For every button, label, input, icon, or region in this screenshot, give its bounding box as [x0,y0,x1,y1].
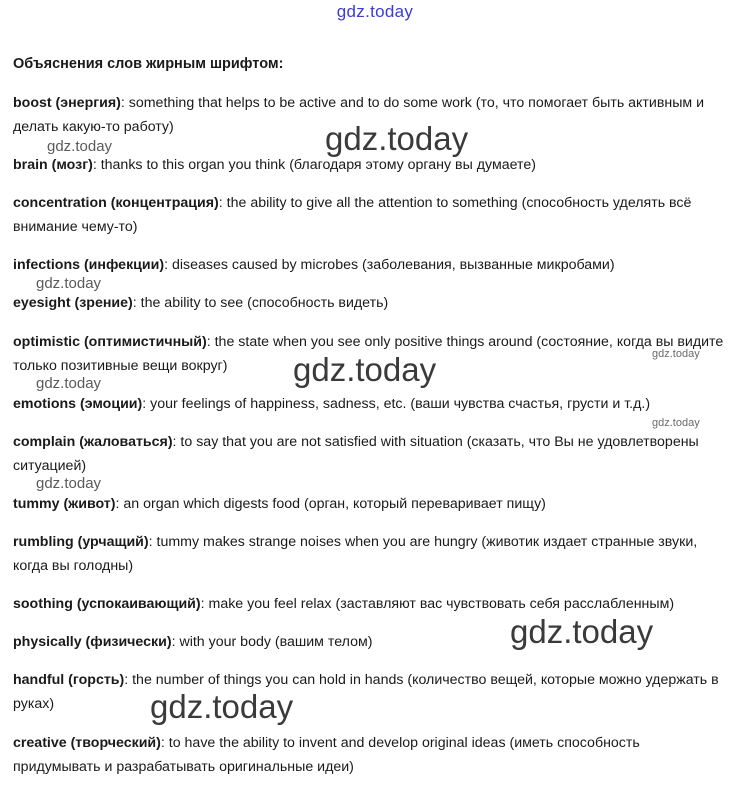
entry-definition: : an organ which digests food (орган, который переваривает пищу) [115,496,546,512]
entry-creative [13,731,725,779]
entry-term: tummy (живот) [13,496,116,512]
entry-definition: : tummy makes strange noises when you are hungry (животик издает странные звуки, когда вы голодны) [13,534,698,574]
entry-term: optimistic (оптимистичный) [13,334,207,350]
page-heading: Объяснения слов жирным шрифтом: [13,56,284,72]
watermark: gdz.today [47,138,113,155]
entry-term: boost (энергия) [13,95,121,111]
entry-handful [13,668,725,716]
entry-definition: : make you feel relax (заставляют вас чувствовать себя расслабленным) [200,596,675,612]
header-watermark: gdz.today [336,2,414,21]
entry-eyesight [13,291,725,315]
watermark: gdz.today [510,613,654,650]
entry-definition: : with your body (вашим телом) [171,634,373,650]
entry-tummy [13,492,725,516]
entry-definition: : the number of things you can hold in hands (количество вещей, которые можно удержать в руках) [13,672,719,712]
entry-term: physically (физически) [13,634,172,650]
entry-term: brain (мозг) [13,157,93,173]
entry-concentration [13,191,725,239]
entry-term: concentration (концентрация) [13,195,219,211]
entry-emotions [13,392,725,416]
watermark: gdz.today [36,475,102,492]
entry-term: eyesight (зрение) [13,295,133,311]
entry-definition: : to have the ability to invent and develop original ideas (иметь способность придумывать и разрабатывать оригинальные идеи) [13,735,640,775]
entry-definition: : thanks to this organ you think (благодаря этому органу вы думаете) [92,157,536,173]
watermark: gdz.today [652,348,700,360]
entry-definition: : the ability to see (способность видеть) [132,295,389,311]
entry-complain [13,430,725,478]
entry-definition: : the state when you see only positive things around (состояние, когда вы видите только позитивные вещи вокруг) [13,334,724,374]
entry-term: soothing (успокаивающий) [13,596,201,612]
entry-infections [13,253,725,277]
entry-term: emotions (эмоции) [13,396,143,412]
watermark: gdz.today [652,417,700,429]
entry-definition: : to say that you are not satisfied with situation (сказать, что Вы не удовлетворены ситуацией) [13,434,699,474]
watermark: gdz.today [36,375,102,392]
entry-definition: : your feelings of happiness, sadness, etc. (ваши чувства счастья, грусти и т.д.) [142,396,651,412]
watermark: gdz.today [325,120,469,157]
entry-definition: : diseases caused by microbes (заболевания, вызванные микробами) [164,257,615,273]
watermark: gdz.today [150,688,294,725]
entry-rumbling [13,530,725,578]
entry-definition: : the ability to give all the attention to something (способность уделять всё внимание чему-то) [13,195,692,235]
watermark: gdz.today [36,275,102,292]
entry-term: handful (горсть) [13,672,125,688]
entry-term: rumbling (урчащий) [13,534,149,550]
entry-definition: : something that helps to be active and to do some work (то, что помогает быть активным и делать какую-то работу) [13,95,705,135]
watermark: gdz.today [293,351,437,388]
entry-term: creative (творческий) [13,735,161,751]
entry-term: infections (инфекции) [13,257,165,273]
entry-term: complain (жаловаться) [13,434,173,450]
